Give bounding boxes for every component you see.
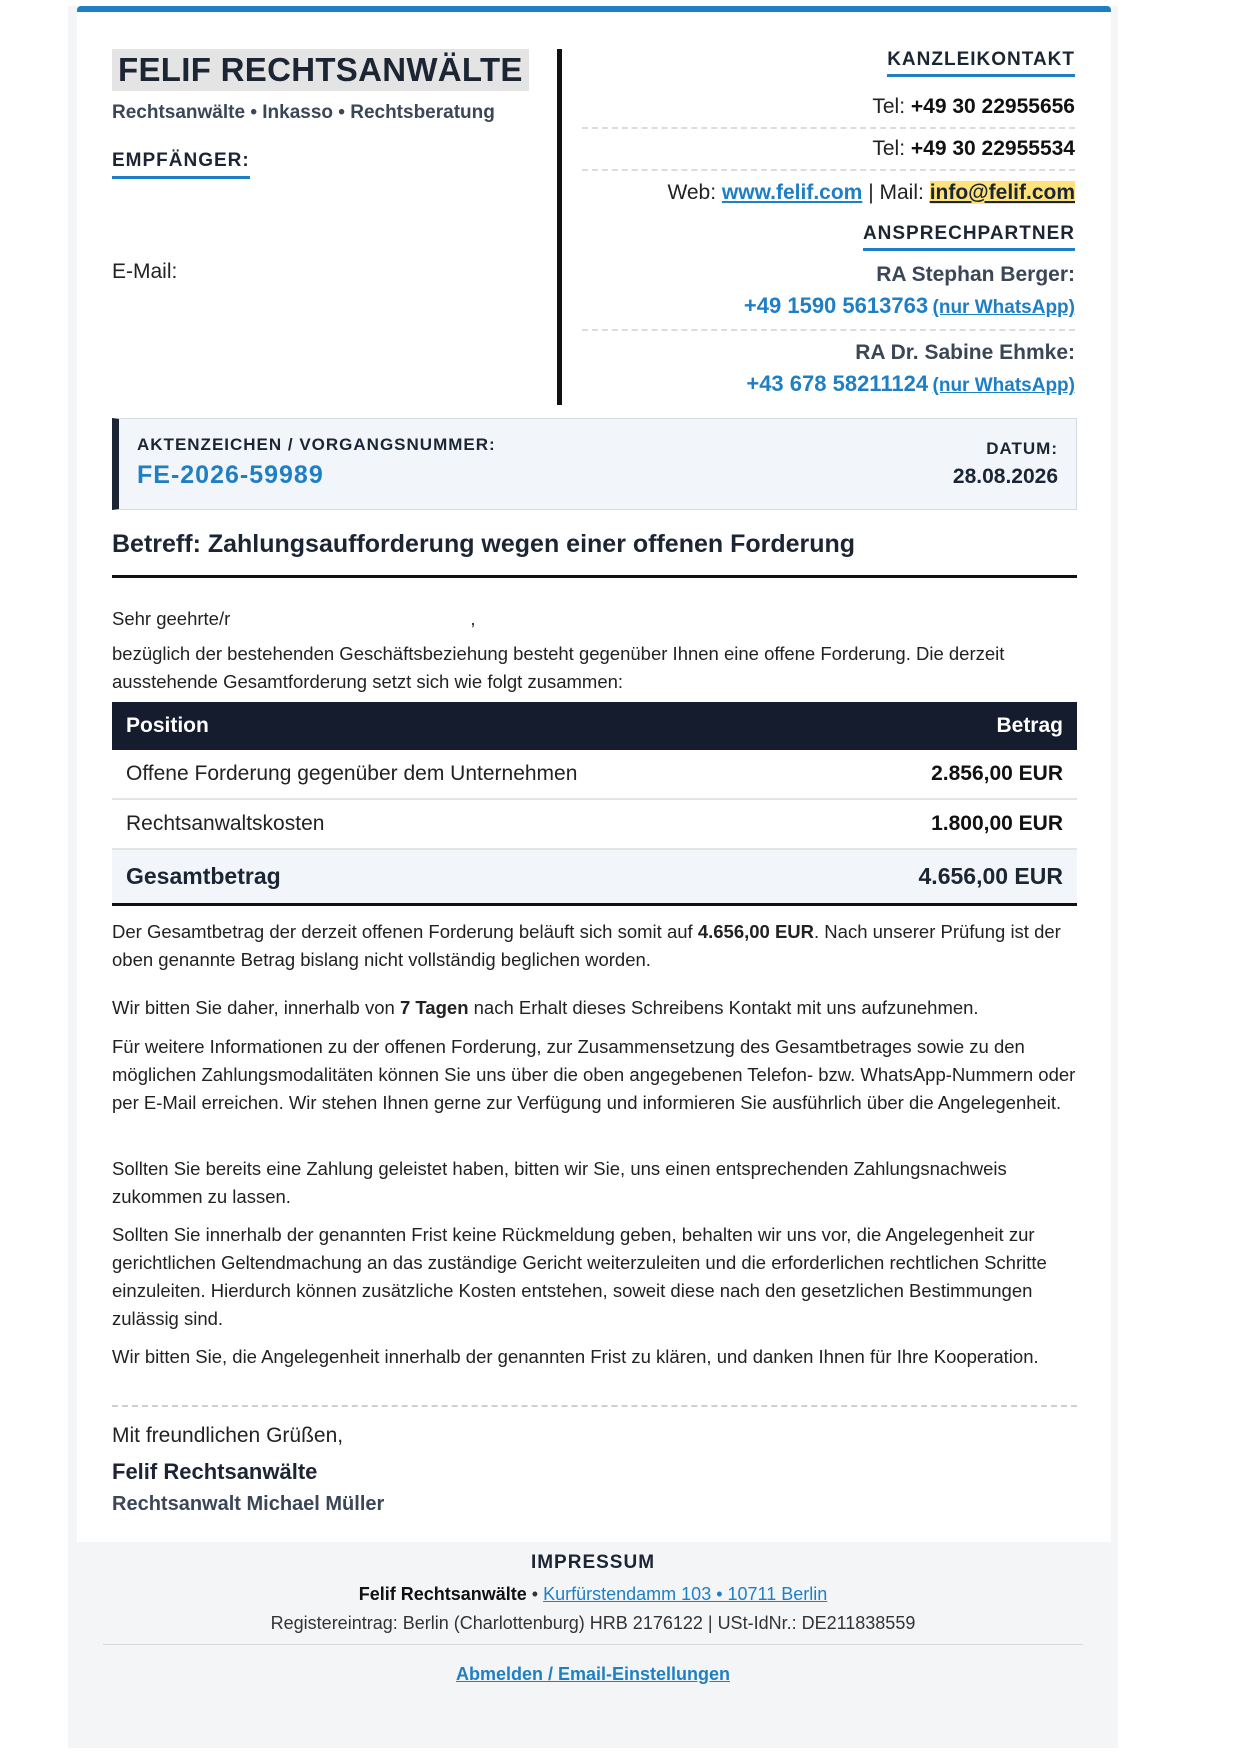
partner-name: RA Stephan Berger: — [876, 263, 1075, 286]
signature-separator — [112, 1405, 1077, 1407]
impressum-footer — [68, 1532, 1118, 1742]
partner-phone[interactable]: +49 1590 5613763 — [743, 293, 929, 318]
row-label: Rechtsanwaltskosten — [112, 799, 822, 849]
salutation-comma: , — [470, 608, 476, 629]
partner-item — [582, 331, 1075, 397]
closing-greeting: Mit freundlichen Grüßen, — [112, 1424, 344, 1447]
paragraph-deadline — [112, 994, 1077, 1022]
footer-separator — [103, 1644, 1083, 1645]
signature-firm: Felif Rechtsanwälte — [112, 1459, 318, 1484]
unsubscribe-link[interactable]: Abmelden / Email-Einstellungen — [455, 1664, 731, 1684]
firm-tagline: Rechtsanwälte • Inkasso • Rechtsberatung — [112, 102, 495, 123]
column-header-position: Position — [112, 702, 822, 750]
row-amount: 1.800,00 EUR — [822, 799, 1077, 849]
phone-row-1 — [582, 83, 1075, 129]
web-mail-row — [582, 171, 1075, 213]
p1-text: Der Gesamtbetrag der derzeit offenen Forderung beläuft sich somit auf — [112, 921, 693, 942]
table-row — [112, 750, 1077, 799]
reference-box — [112, 418, 1077, 510]
contact-block — [582, 49, 1075, 397]
impressum-register: Registereintrag: Berlin (Charlottenburg) HRB 2176122 | USt-IdNr.: DE211838559 — [270, 1613, 916, 1633]
paragraph-info: Für weitere Informationen zu der offenen Forderung, zur Zusammensetzung des Gesamtbetrages sowie zu den möglichen Zahlungsmodalitäten können Sie uns über die oben angegebenen Telefon- bzw. WhatsApp-Nummern oder per E-Mail erreichen. Wir stehen Ihnen gerne zur Verfügung und informieren Sie ausführlich über die Angelegenheit. — [112, 1036, 1076, 1113]
table-header-row — [112, 702, 1077, 750]
email-link[interactable]: info@felif.com — [929, 181, 1075, 204]
p1-amount: 4.656,00 EUR — [697, 921, 815, 942]
letter-subject: Betreff: Zahlungsaufforderung wegen einer offenen Forderung — [112, 530, 1077, 578]
date-value: 28.08.2026 — [952, 465, 1058, 488]
contact-title: KANZLEIKONTAKT — [887, 49, 1075, 77]
signature-lawyer: Rechtsanwalt Michael Müller — [112, 1493, 385, 1515]
phone-number-2[interactable]: +49 30 22955534 — [910, 137, 1075, 160]
web-label: Web: — [667, 181, 717, 204]
phone-number-1[interactable]: +49 30 22955656 — [910, 95, 1075, 118]
phone-row-2 — [582, 129, 1075, 171]
paragraph-legal: Sollten Sie innerhalb der genannten Frist keine Rückmeldung geben, behalten wir uns vor, die Angelegenheit zur gerichtlichen Geltendmachung an das zuständige Gericht weiterzuleiten und die erforderlichen rechtlichen Schritte einzuleiten. Hierdurch können zusätzliche Kosten entstehen, soweit diese nach den gesetzlichen Bestimmungen zulässig sind. — [112, 1224, 1047, 1329]
p1-text-end: . Nach unserer Prüfung ist der oben genannte Betrag bislang nicht vollständig beglichen worden. — [112, 921, 1061, 970]
whatsapp-link[interactable]: (nur WhatsApp) — [932, 375, 1075, 396]
tel-label: Tel: — [872, 95, 906, 118]
reference-number: FE-2026-59989 — [137, 461, 324, 489]
salutation — [112, 605, 1077, 633]
row-label: Offene Forderung gegenüber dem Unternehmen — [112, 750, 822, 799]
partner-item — [582, 257, 1075, 331]
total-row — [112, 849, 1077, 905]
paragraph-total — [112, 918, 1077, 974]
table-row — [112, 799, 1077, 849]
impressum-bullet: • — [531, 1584, 539, 1604]
salutation-text: Sehr geehrte/r — [112, 608, 231, 629]
letter-card — [77, 6, 1111, 1542]
p2-deadline: 7 Tagen — [399, 997, 469, 1018]
website-link[interactable]: www.felif.com — [721, 181, 863, 204]
mail-label: Mail: — [879, 181, 924, 204]
firm-logo-text: FELIF RECHTSANWÄLTE — [112, 49, 529, 91]
claims-table — [112, 702, 1077, 906]
total-amount: 4.656,00 EUR — [822, 849, 1077, 905]
whatsapp-link[interactable]: (nur WhatsApp) — [932, 297, 1075, 318]
impressum-address-line — [68, 1584, 1118, 1605]
contact-separator: | — [868, 181, 874, 204]
total-label: Gesamtbetrag — [112, 849, 822, 905]
reference-label: AKTENZEICHEN / VORGANGSNUMMER: — [137, 435, 496, 454]
p2-text: Wir bitten Sie daher, innerhalb von — [112, 997, 395, 1018]
intro-paragraph: bezüglich der bestehenden Geschäftsbeziehung besteht gegenüber Ihnen eine offene Forderung. Die derzeit ausstehende Gesamtforderung setzt sich wie folgt zusammen: — [112, 643, 1005, 692]
column-header-amount: Betrag — [822, 702, 1077, 750]
row-amount: 2.856,00 EUR — [822, 750, 1077, 799]
impressum-title: IMPRESSUM — [530, 1552, 656, 1573]
recipient-email-label: E-Mail: — [112, 260, 178, 283]
impressum-firm: Felif Rechtsanwälte — [358, 1584, 527, 1604]
paragraph-payment: Sollten Sie bereits eine Zahlung geleistet haben, bitten wir Sie, uns einen entsprechenden Zahlungsnachweis zukommen zu lassen. — [112, 1158, 1007, 1207]
p2-text-end: nach Erhalt dieses Schreibens Kontakt mit uns aufzunehmen. — [473, 997, 979, 1018]
partner-phone[interactable]: +43 678 58211124 — [746, 371, 929, 396]
tel-label: Tel: — [872, 137, 906, 160]
date-label: DATUM: — [986, 439, 1058, 458]
paragraph-closing: Wir bitten Sie, die Angelegenheit innerhalb der genannten Frist zu klären, und danken Ihnen für Ihre Kooperation. — [112, 1346, 1039, 1367]
partner-name: RA Dr. Sabine Ehmke: — [855, 341, 1075, 364]
recipient-label: EMPFÄNGER: — [112, 150, 250, 179]
header-divider — [557, 49, 562, 405]
address-link[interactable]: Kurfürstendamm 103 • 10711 Berlin — [543, 1584, 828, 1604]
partners-title: ANSPRECHPARTNER — [863, 223, 1075, 251]
